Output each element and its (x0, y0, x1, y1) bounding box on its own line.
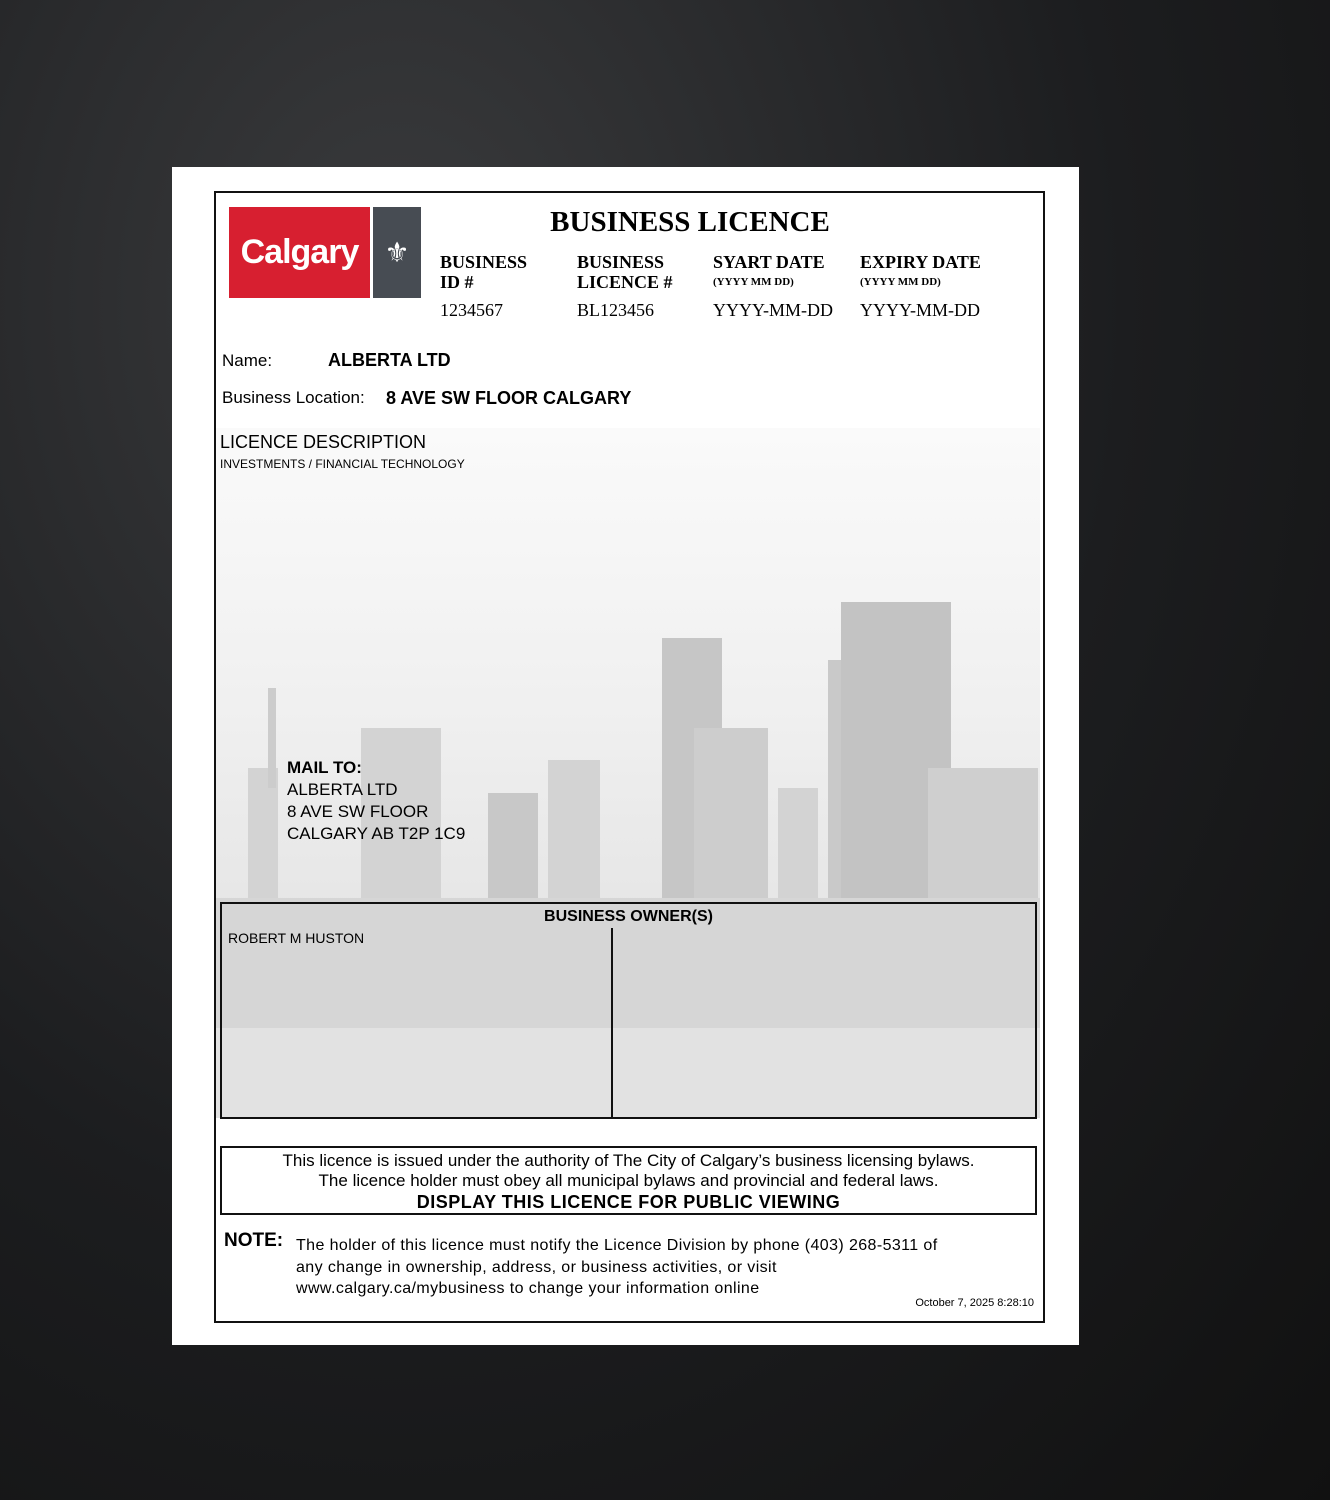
note-label: NOTE: (224, 1230, 284, 1251)
field-value: YYYY-MM-DD (713, 300, 833, 320)
owners-box (220, 902, 1037, 1119)
display-notice: DISPLAY THIS LICENCE FOR PUBLIC VIEWING (416, 1192, 841, 1212)
name-label: Name: (222, 351, 273, 370)
mail-to-line: ALBERTA LTD (287, 780, 398, 799)
mail-to-line: CALGARY AB T2P 1C9 (287, 824, 466, 843)
location-label: Business Location: (222, 388, 365, 407)
name-value: ALBERTA LTD (328, 350, 451, 370)
mail-to-block (287, 757, 465, 845)
description-heading: LICENCE DESCRIPTION (220, 432, 427, 452)
coat-of-arms-icon: ⚜ (373, 207, 421, 298)
timestamp: October 7, 2025 8:28:10 (915, 1297, 1034, 1309)
location-value: 8 AVE SW FLOOR CALGARY (386, 388, 632, 408)
calgary-logo (229, 207, 370, 298)
note-text (296, 1235, 938, 1300)
description-value: INVESTMENTS / FINANCIAL TECHNOLOGY (220, 457, 465, 471)
authority-line: The licence holder must obey all municipal bylaws and provincial and federal laws. (318, 1171, 939, 1190)
authority-box (220, 1146, 1037, 1215)
field-label: EXPIRY DATE (860, 252, 981, 272)
field-value: BL123456 (577, 300, 655, 320)
field-label: BUSINESS (577, 252, 665, 272)
field-label: LICENCE # (577, 272, 673, 292)
field-business-id (440, 252, 527, 321)
field-format: (YYYY MM DD) (860, 276, 941, 288)
field-label: ID # (440, 272, 474, 292)
field-label: SYART DATE (713, 252, 825, 272)
field-value: YYYY-MM-DD (860, 300, 980, 320)
authority-line: This licence is issued under the authority of The City of Calgary’s business licensing bylaws. (282, 1151, 975, 1170)
mail-to-heading: MAIL TO: (287, 758, 362, 777)
document-title: BUSINESS LICENCE (550, 206, 830, 238)
logo-text: Calgary (240, 233, 359, 271)
note-line: www.calgary.ca/mybusiness to change your information online (296, 1280, 760, 1297)
field-start-date (713, 252, 833, 321)
field-format: (YYYY MM DD) (713, 276, 794, 288)
note-line: any change in ownership, address, or business activities, or visit (296, 1258, 777, 1276)
owners-divider (611, 928, 613, 1117)
owners-heading: BUSINESS OWNER(S) (544, 908, 713, 925)
field-business-licence (577, 252, 673, 321)
mail-to-line: 8 AVE SW FLOOR (287, 802, 429, 821)
field-value: 1234567 (440, 300, 503, 320)
note-line: The holder of this licence must notify the Licence Division by phone (403) 268-5311 of (296, 1237, 938, 1254)
field-label: BUSINESS (440, 252, 528, 272)
owner-name: ROBERT M HUSTON (228, 930, 365, 946)
field-expiry-date (860, 252, 981, 321)
